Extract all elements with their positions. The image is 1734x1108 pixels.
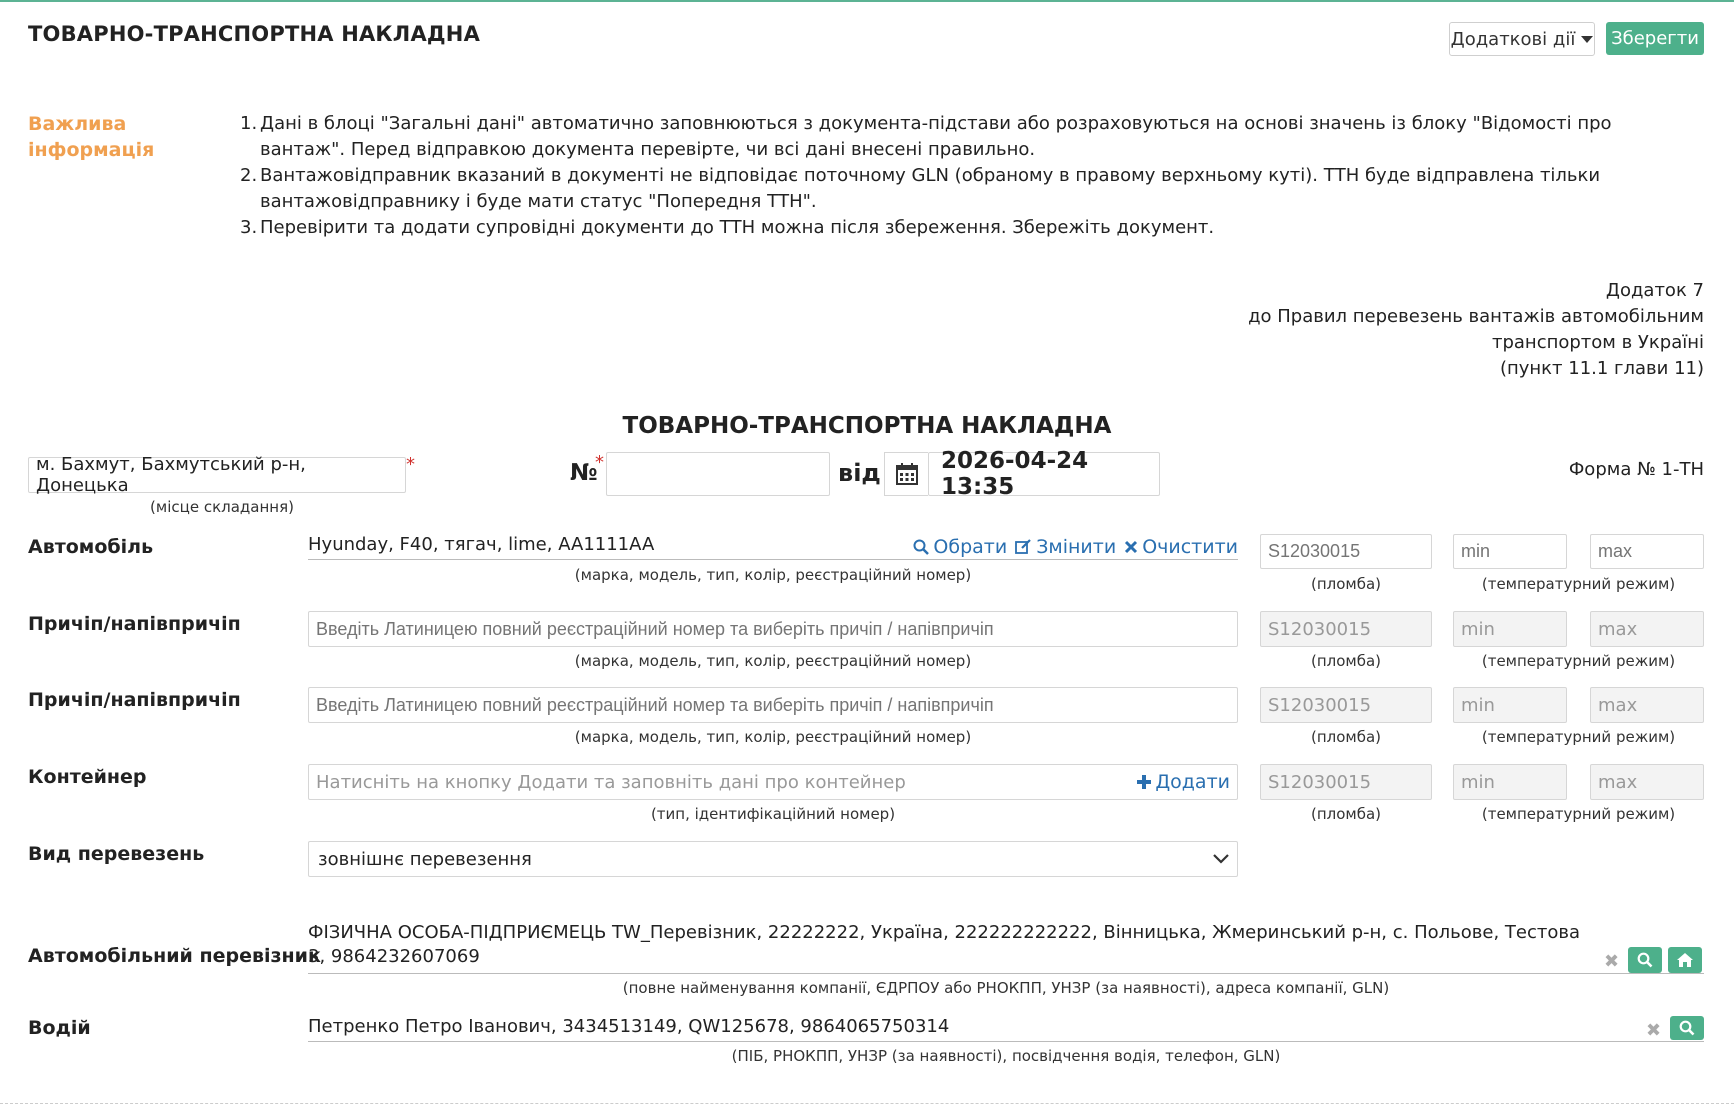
carrier-caption: (повне найменування компанії, ЄДРПОУ або РНОКПП, УНЗР (за наявності), адреса компанії, GLN) <box>622 979 1390 997</box>
trailer2-label: Причіп/напівпричіп <box>28 689 241 711</box>
place-caption: (місце складання) <box>150 498 294 516</box>
appendix-note: Додаток 7 до Правил перевезень вантажів автомобільним транспортом в Україні (пункт 11.1 глави 11) <box>1248 280 1704 379</box>
clear-vehicle-link[interactable]: Очистити <box>1124 534 1238 559</box>
save-button[interactable]: Зберегти <box>1606 22 1704 55</box>
vehicle-caption: (марка, модель, тип, колір, реєстраційний номер) <box>574 566 972 584</box>
vehicle-field[interactable] <box>308 534 1238 560</box>
temp-caption: (температурний режим) <box>1481 652 1676 670</box>
search-icon <box>1679 1020 1695 1036</box>
vehicle-temp-min-input[interactable] <box>1453 534 1567 569</box>
top-accent-line <box>0 0 1734 2</box>
driver-label: Водій <box>28 1017 91 1039</box>
required-mark: * <box>406 454 415 475</box>
trailer1-temp-min-input: min <box>1453 611 1567 647</box>
list-item: 3. Перевірити та додати супровідні документи до ТТН можна після збереження. Збережіть документ. <box>240 217 1215 238</box>
chevron-down-icon <box>1212 853 1230 865</box>
temp-caption: (температурний режим) <box>1481 805 1676 823</box>
calendar-icon <box>895 462 919 486</box>
container-temp-max-input: max <box>1590 764 1704 800</box>
choose-vehicle-link[interactable]: Обрати <box>913 534 1007 559</box>
search-icon <box>1637 952 1653 968</box>
vehicle-label: Автомобіль <box>28 536 154 558</box>
edit-icon <box>1015 539 1032 555</box>
search-carrier-button[interactable] <box>1628 947 1662 973</box>
date-label: від <box>838 459 881 487</box>
vehicle-value: Hyunday, F40, тягач, lime, AA1111AA <box>308 534 655 555</box>
trailer1-input[interactable] <box>308 611 1238 647</box>
trailer1-caption: (марка, модель, тип, колір, реєстраційний номер) <box>574 652 972 670</box>
number-input[interactable] <box>606 452 830 496</box>
more-actions-label: Додаткові дії <box>1450 28 1576 50</box>
search-icon <box>913 539 929 555</box>
vehicle-seal-input[interactable] <box>1260 534 1432 569</box>
carrier-value: ФІЗИЧНА ОСОБА-ПІДПРИЄМЕЦЬ TW_Перевізник, 22222222, Україна, 222222222222, Вінницька, Жмеринський р-н, с. Польове, Тестова 3, 9864232607069 <box>308 922 1580 967</box>
more-actions-dropdown[interactable] <box>1449 22 1595 56</box>
important-info-list <box>240 111 1700 241</box>
temp-caption: (температурний режим) <box>1481 575 1676 593</box>
trailer2-seal-input: S12030015 <box>1260 687 1432 723</box>
driver-caption: (ПІБ, РНОКПП, УНЗР (за наявності), посвідчення водія, телефон, GLN) <box>731 1047 1281 1065</box>
driver-field[interactable] <box>308 1016 1704 1042</box>
section-divider <box>0 1103 1734 1104</box>
seal-caption: (пломба) <box>1310 728 1382 746</box>
list-item: 2. Вантажовідправник вказаний в документі не відповідає поточному GLN (обраному в правому верхньому куті). ТТН буде відправлена тільки вантажовідправнику і буде мати статус "Попередня ТТН". <box>240 165 1601 212</box>
required-mark: * <box>595 452 604 473</box>
carrier-field[interactable] <box>308 921 1704 974</box>
home-carrier-button[interactable] <box>1668 947 1702 973</box>
trailer2-temp-min-input: min <box>1453 687 1567 723</box>
transport-type-label: Вид перевезень <box>28 843 205 865</box>
page-title: ТОВАРНО-ТРАНСПОРТНА НАКЛАДНА <box>28 22 481 46</box>
transport-type-value: зовнішнє перевезення <box>318 848 532 870</box>
change-vehicle-link[interactable]: Змінити <box>1015 534 1116 559</box>
place-input[interactable]: м. Бахмут, Бахмутський р-н, Донецька <box>28 457 406 493</box>
carrier-label: Автомобільний перевізник <box>28 945 321 967</box>
trailer2-caption: (марка, модель, тип, колір, реєстраційний номер) <box>574 728 972 746</box>
search-driver-button[interactable] <box>1670 1016 1704 1040</box>
form-number: Форма № 1-ТН <box>1568 459 1704 480</box>
document-title: ТОВАРНО-ТРАНСПОРТНА НАКЛАДНА <box>622 413 1112 439</box>
trailer1-label: Причіп/напівпричіп <box>28 613 241 635</box>
vehicle-temp-max-input[interactable] <box>1590 534 1704 569</box>
home-icon <box>1676 952 1694 968</box>
transport-type-select[interactable] <box>308 841 1238 877</box>
number-label: № <box>570 460 598 486</box>
trailer2-input[interactable] <box>308 687 1238 723</box>
trailer1-temp-max-input: max <box>1590 611 1704 647</box>
trailer2-temp-max-input: max <box>1590 687 1704 723</box>
clear-driver-icon[interactable]: ✖ <box>1646 1020 1662 1041</box>
seal-caption: (пломба) <box>1310 805 1382 823</box>
seal-caption: (пломба) <box>1310 652 1382 670</box>
list-item: 1. Дані в блоці "Загальні дані" автоматично заповнюються з документа-підстави або розраховуються на основі значень із блоку "Відомості про вантаж". Перед відправкою документа перевірте, чи всі дані внесені правильно. <box>240 113 1612 160</box>
calendar-button[interactable] <box>884 452 928 496</box>
close-icon <box>1124 540 1138 554</box>
container-placeholder: Натисніть на кнопку Додати та заповніть дані про контейнер <box>316 771 906 793</box>
container-seal-input: S12030015 <box>1260 764 1432 800</box>
container-label: Контейнер <box>28 766 147 788</box>
container-field[interactable] <box>308 764 1238 800</box>
caret-down-icon <box>1581 36 1593 43</box>
seal-caption: (пломба) <box>1310 575 1382 593</box>
date-input[interactable]: 2026-04-24 13:35 <box>928 452 1160 496</box>
trailer1-seal-input: S12030015 <box>1260 611 1432 647</box>
container-caption: (тип, ідентифікаційний номер) <box>650 805 896 823</box>
temp-caption: (температурний режим) <box>1481 728 1676 746</box>
driver-value: Петренко Петро Іванович, 3434513149, QW125678, 9864065750314 <box>308 1016 950 1037</box>
plus-icon <box>1137 775 1151 789</box>
add-container-button[interactable]: Додати <box>1137 771 1230 793</box>
important-info-label: Важлива інформація <box>28 113 155 161</box>
container-temp-min-input: min <box>1453 764 1567 800</box>
clear-carrier-icon[interactable]: ✖ <box>1604 951 1620 972</box>
